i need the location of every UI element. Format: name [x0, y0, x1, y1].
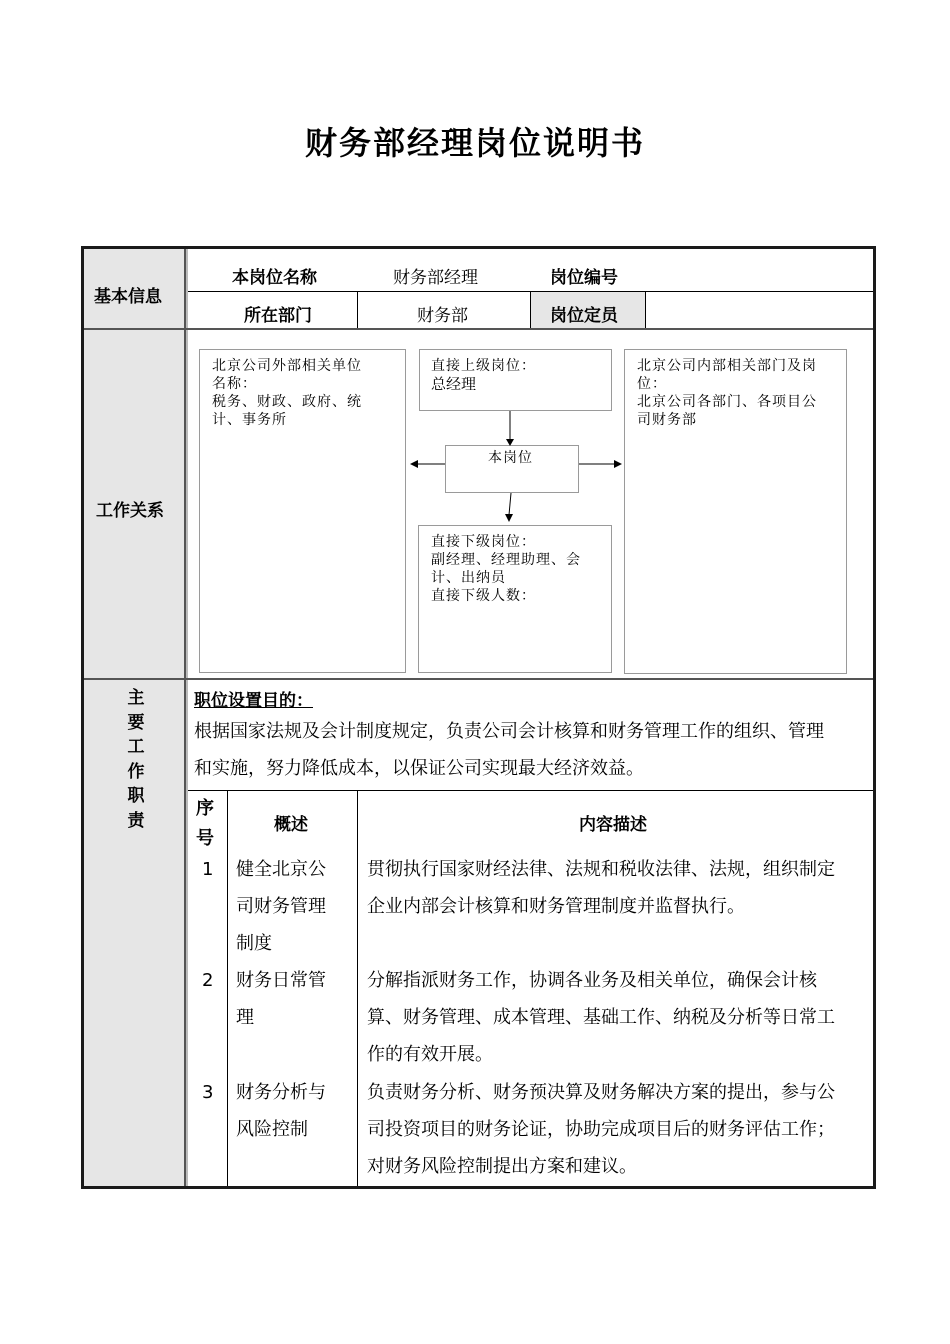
page-title: 财务部经理岗位说明书	[304, 124, 645, 162]
item-1-summary-line-2: 司财务管理	[236, 896, 326, 917]
basic-info-label: 基本信息	[94, 287, 162, 307]
seq-col-divider	[227, 790, 228, 1186]
post-name-label: 本岗位名称	[232, 268, 317, 288]
purpose-heading: 职位设置目的：	[194, 691, 313, 711]
item-1-desc-line-1: 贯彻执行国家财经法律、法规和税收法律、法规，组织制定	[367, 859, 835, 880]
internal-line-3: 北京公司各部门、各项目公	[637, 394, 817, 410]
job-description-table	[81, 246, 876, 1189]
item-3-desc-line-3: 对财务风险控制提出方案和建议。	[367, 1156, 637, 1177]
external-line-4: 计、事务所	[212, 412, 287, 428]
dept-value: 财务部	[417, 306, 468, 326]
item-1-summary-line-3: 制度	[236, 933, 272, 954]
duty-label-char-2: 要	[127, 712, 145, 733]
post-code-label: 岗位编号	[550, 268, 618, 288]
work-relations-label: 工作关系	[96, 501, 164, 521]
item-1-summary-line-1: 健全北京公	[236, 859, 326, 880]
item-2-desc	[367, 962, 835, 1073]
purpose-text	[194, 713, 869, 787]
external-line-1: 北京公司外部相关单位	[212, 358, 362, 374]
col-summary-header: 概述	[274, 815, 308, 835]
subordinate-line-3: 计、出纳员	[431, 570, 506, 586]
duty-label-char-1: 主	[127, 688, 145, 708]
item-2-desc-line-2: 算、财务管理、成本管理、基础工作、纳税及分析等日常工	[367, 1007, 835, 1028]
item-2-summary-line-2: 理	[236, 1007, 254, 1028]
purpose-rest: 负责公司会计核算和财务管理工作的组织、管理	[446, 721, 824, 742]
superior-name: 总经理	[431, 375, 477, 393]
relation-arrows	[84, 249, 873, 689]
summary-col-divider	[357, 790, 358, 1186]
main-duties-label	[124, 686, 148, 833]
arrow-superior-down	[506, 411, 514, 446]
item-3-desc-line-2: 司投资项目的财务论证，协助完成项目后的财务评估工作；	[367, 1119, 835, 1140]
headcount-label: 岗位定员	[550, 306, 618, 326]
item-1-seq: 1	[202, 859, 214, 880]
center-post-text: 本岗位	[488, 450, 533, 466]
item-3-summary-line-1: 财务分析与	[236, 1082, 326, 1103]
purpose-line-2: 和实施，努力降低成本，以保证公司实现最大经济效益。	[194, 758, 644, 779]
col-seq-header-2: 号	[196, 828, 214, 849]
arrow-subordinate-down	[505, 493, 513, 522]
post-name-value: 财务部经理	[393, 268, 478, 288]
item-1-summary	[236, 851, 326, 962]
internal-line-1: 北京公司内部相关部门及岗	[637, 358, 817, 374]
duty-label-char-4: 作	[127, 761, 145, 782]
duty-label-char-3: 工	[127, 737, 145, 757]
external-line-3: 税务、财政、政府、统	[212, 394, 362, 410]
arrow-right	[579, 460, 622, 468]
item-2-summary-line-1: 财务日常管	[236, 970, 326, 991]
item-2-desc-line-1: 分解指派财务工作，协调各业务及相关单位，确保会计核	[367, 970, 817, 991]
internal-line-4: 司财务部	[637, 412, 697, 428]
subordinate-line-1: 直接下级岗位：	[431, 534, 536, 550]
item-3-summary	[236, 1074, 326, 1148]
arrow-left	[410, 460, 445, 468]
item-3-desc	[367, 1074, 835, 1185]
item-1-desc-line-2: 企业内部会计核算和财务管理制度并监督执行。	[367, 896, 745, 917]
item-3-seq: 3	[202, 1082, 214, 1103]
duty-label-char-5: 职	[127, 786, 145, 806]
purpose-lead: 根据国家法规及会计制度规定，	[194, 721, 446, 742]
item-1-desc	[367, 851, 835, 925]
col-desc-header: 内容描述	[579, 815, 647, 835]
item-3-desc-line-1: 负责财务分析、财务预决算及财务解决方案的提出，参与公	[367, 1082, 835, 1103]
col-seq-header	[196, 794, 214, 854]
col-seq-header-1: 序	[196, 798, 214, 819]
item-2-desc-line-3: 作的有效开展。	[367, 1044, 493, 1065]
subordinate-line-2: 副经理、经理助理、会	[431, 552, 581, 568]
external-line-2: 名称：	[212, 376, 257, 392]
internal-line-2: 位：	[637, 376, 667, 392]
superior-line-1: 直接上级岗位：	[431, 358, 536, 374]
purpose-bottom	[188, 790, 873, 791]
duty-label-char-6: 责	[127, 810, 145, 831]
dept-label: 所在部门	[244, 306, 312, 326]
relations-section-bottom	[84, 678, 873, 680]
item-2-summary	[236, 962, 326, 1036]
subordinate-line-4: 直接下级人数：	[431, 588, 536, 604]
item-2-seq: 2	[202, 970, 214, 991]
item-3-summary-line-2: 风险控制	[236, 1119, 308, 1140]
